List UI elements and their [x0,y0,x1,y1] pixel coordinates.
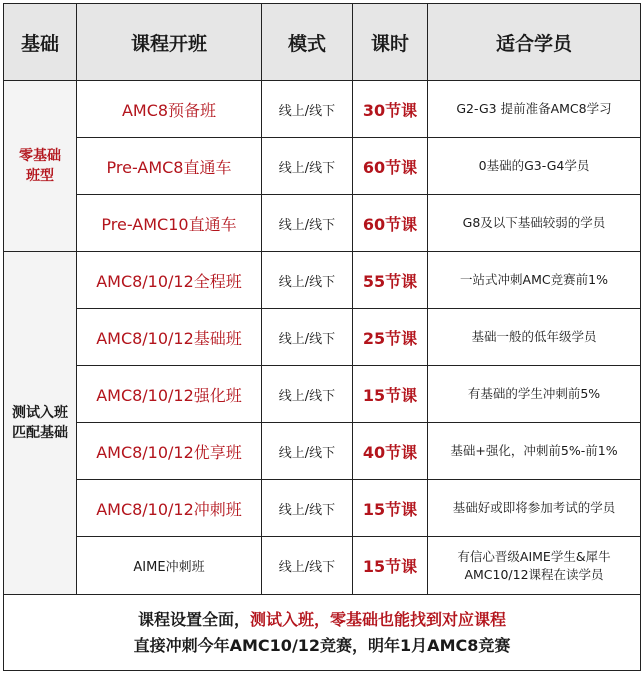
table-row [4,252,641,309]
course-hours: 60节课 [353,195,428,252]
course-mode: 线上/线下 [262,480,353,537]
course-hours: 55节课 [353,252,428,309]
course-mode: 线上/线下 [262,252,353,309]
course-name: Pre-AMC10直通车 [77,195,262,252]
course-audience: 基础好或即将参加考试的学员 [428,480,641,537]
course-name: AMC8预备班 [77,81,262,138]
course-name: AMC8/10/12全程班 [77,252,262,309]
footer-line1 [8,607,636,633]
course-audience: 0基础的G3-G4学员 [428,138,641,195]
course-audience: 基础一般的低年级学员 [428,309,641,366]
course-audience: G2-G3 提前准备AMC8学习 [428,81,641,138]
course-hours: 25节课 [353,309,428,366]
header-basis: 基础 [4,4,77,81]
course-name: AMC8/10/12优享班 [77,423,262,480]
audience-line2: AMC10/12课程在读学员 [464,566,604,582]
course-mode: 线上/线下 [262,81,353,138]
course-table [3,3,641,671]
course-name: AMC8/10/12冲刺班 [77,480,262,537]
footer-line1-highlight: 测试入班，零基础也能找到对应课程 [250,609,507,629]
group-test-entry [4,252,77,595]
course-hours: 60节课 [353,138,428,195]
course-hours: 30节课 [353,81,428,138]
course-audience: 有基础的学生冲刺前5% [428,366,641,423]
table-row [4,195,641,252]
footer-line1-plain: 课程设置全面， [137,609,250,629]
group-zero-line1: 零基础 [19,148,61,164]
course-audience [428,537,641,595]
header-hours: 课时 [353,4,428,81]
course-audience: 基础+强化，冲刺前5%-前1% [428,423,641,480]
footer-note [4,595,641,671]
table-row [4,366,641,423]
course-audience: G8及以下基础较弱的学员 [428,195,641,252]
course-mode: 线上/线下 [262,138,353,195]
course-name: Pre-AMC8直通车 [77,138,262,195]
course-audience: 一站式冲刺AMC竞赛前1% [428,252,641,309]
course-hours: 15节课 [353,366,428,423]
table-row [4,81,641,138]
header-audience: 适合学员 [428,4,641,81]
course-mode: 线上/线下 [262,423,353,480]
group-test-line1: 测试入班 [12,405,68,421]
course-hours: 15节课 [353,537,428,595]
table-row [4,537,641,595]
table-row [4,138,641,195]
course-name: AIME冲刺班 [77,537,262,595]
course-name: AMC8/10/12基础班 [77,309,262,366]
course-hours: 15节课 [353,480,428,537]
table-row [4,480,641,537]
header-course: 课程开班 [77,4,262,81]
table-header-row [4,4,641,81]
course-mode: 线上/线下 [262,195,353,252]
course-hours: 40节课 [353,423,428,480]
table-row [4,309,641,366]
table-row [4,423,641,480]
audience-line1: 有信心晋级AIME学生&犀牛 [457,548,611,564]
header-mode: 模式 [262,4,353,81]
group-zero-line2: 班型 [26,168,54,184]
footer-line2: 直接冲刺今年AMC10/12竞赛，明年1月AMC8竞赛 [133,635,511,655]
course-mode: 线上/线下 [262,309,353,366]
group-zero-basis [4,81,77,252]
course-name: AMC8/10/12强化班 [77,366,262,423]
course-mode: 线上/线下 [262,537,353,595]
course-mode: 线上/线下 [262,366,353,423]
footer-row [4,595,641,671]
group-test-line2: 匹配基础 [12,425,68,441]
